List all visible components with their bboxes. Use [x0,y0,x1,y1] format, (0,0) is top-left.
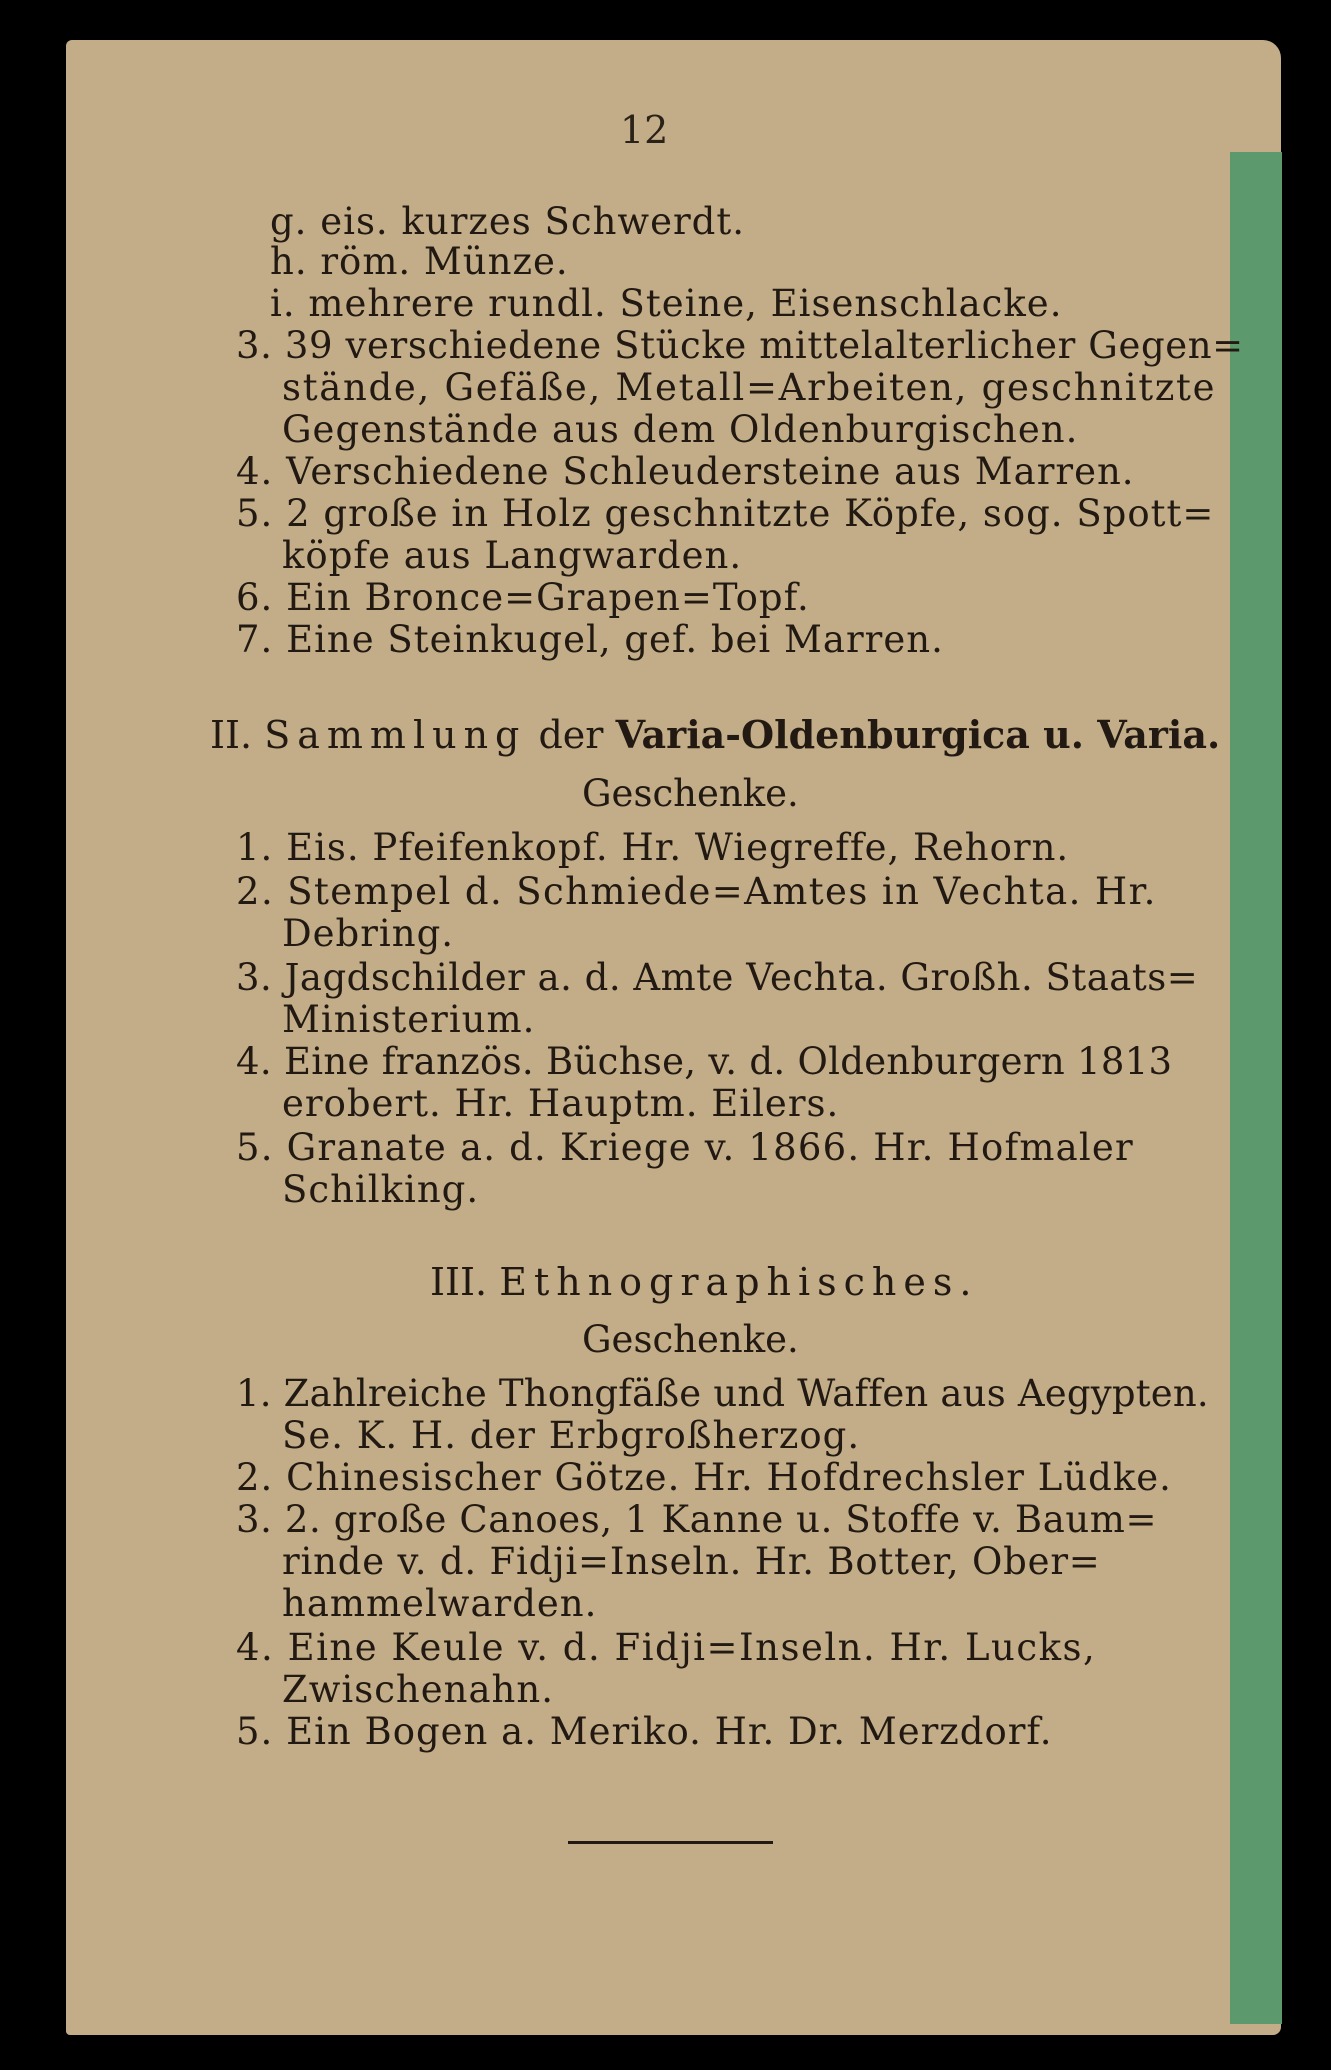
list-item: 5. Granate a. d. Kriege v. 1866. Hr. Hofmaler [236,1126,1134,1169]
green-binding-strip [1230,152,1282,2024]
list-item: h. röm. Münze. [270,240,569,283]
list-item: 2. Chinesischer Götze. Hr. Hofdrechsler Lüdke. [236,1456,1172,1499]
list-item: 6. Ein Bronce=Grapen=Topf. [236,576,810,619]
page-number: 12 [620,108,669,152]
list-item: g. eis. kurzes Schwerdt. [270,200,745,243]
section-heading-ethnography: III. Ethnographisches. [430,1260,979,1304]
list-item-continuation: köpfe aus Langwarden. [282,534,743,577]
list-item: 3. 39 verschiedene Stücke mittelalterlicher Gegen= [236,324,1244,367]
list-item: 3. 2. große Canoes, 1 Kanne u. Stoffe v. Baum= [236,1498,1158,1541]
list-item: 4. Eine Keule v. d. Fidji=Inseln. Hr. Lucks, [236,1626,1097,1669]
list-item-continuation: erobert. Hr. Hauptm. Eilers. [282,1082,840,1125]
list-item-continuation: Ministerium. [282,998,536,1041]
list-item: 2. Stempel d. Schmiede=Amtes in Vechta. Hr. [236,870,1157,913]
section-subtitle: Geschenke. [582,772,799,815]
list-item-continuation: Zwischenahn. [282,1668,554,1711]
list-item-continuation: Se. K. H. der Erbgroßherzog. [282,1414,861,1457]
list-item: 4. Verschiedene Schleudersteine aus Marren. [236,450,1135,493]
section-heading-varia: II. Sammlung der Varia-Oldenburgica u. Varia. [210,712,1221,757]
list-item-continuation: rinde v. d. Fidji=Inseln. Hr. Botter, Ober= [282,1540,1101,1583]
list-item: 5. 2 große in Holz geschnitzte Köpfe, sog. Spott= [236,492,1215,535]
list-item: i. mehrere rundl. Steine, Eisenschlacke. [270,282,1063,325]
list-item: 3. Jagdschilder a. d. Amte Vechta. Großh. Staats= [236,956,1199,999]
list-item: 7. Eine Steinkugel, gef. bei Marren. [236,618,944,661]
list-item: 4. Eine französ. Büchse, v. d. Oldenburgern 1813 [236,1040,1173,1083]
list-item: 1. Zahlreiche Thongfäße und Waffen aus Aegypten. [236,1372,1209,1415]
list-item-continuation: Schilking. [282,1168,480,1211]
list-item: 5. Ein Bogen a. Meriko. Hr. Dr. Merzdorf. [236,1710,1053,1753]
list-item-continuation: stände, Gefäße, Metall=Arbeiten, geschnitzte [282,366,1217,409]
closing-rule [568,1841,773,1844]
list-item-continuation: Gegenstände aus dem Oldenburgischen. [282,408,1079,451]
list-item: 1. Eis. Pfeifenkopf. Hr. Wiegreffe, Rehorn. [236,826,1070,869]
section-subtitle: Geschenke. [582,1318,799,1361]
list-item-continuation: hammelwarden. [282,1582,598,1625]
list-item-continuation: Debring. [282,912,455,955]
